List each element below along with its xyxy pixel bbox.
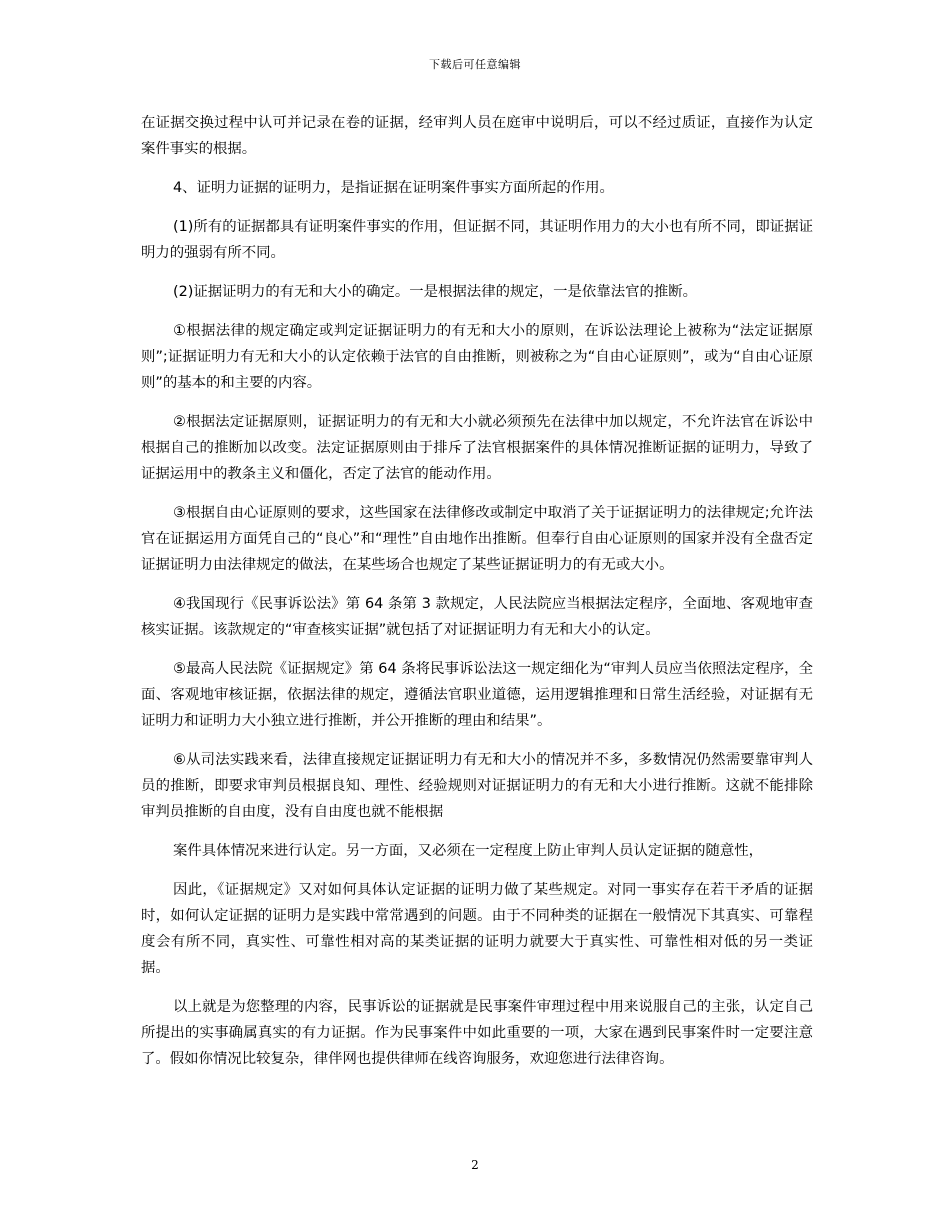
paragraph-1: 在证据交换过程中认可并记录在卷的证据，经审判人员在庭审中说明后，可以不经过质证，直接作为认定案件事实的根据。	[141, 115, 813, 157]
paragraph-10: ⑥从司法实践来看，法律直接规定证据证明力有无和大小的情况并不多，多数情况仍然需要靠审判人员的推断，即要求审判员根据良知、理性、经验规则对证据证明力的有无和大小进行推断。这就不能排除审判员推断的自由度，没有自由度也就不能根据	[141, 752, 813, 820]
paragraph-4: (2)证据证明力的有无和大小的确定。一是根据法律的规定，一是依靠法官的推断。	[173, 284, 698, 300]
document-body	[141, 110, 813, 1085]
page-header: 下载后可任意编辑	[429, 58, 521, 71]
paragraph-2: 4、证明力证据的证明力，是指证据在证明案件事实方面所起的作用。	[173, 180, 614, 196]
paragraph-8: ④我国现行《民事诉讼法》第 64 条第 3 款规定，人民法院应当根据法定程序，全面地、客观地审查核实证据。该款规定的“审查核实证据”就包括了对证据证明力有无和大小的认定。	[141, 596, 813, 638]
paragraph-3: (1)所有的证据都具有证明案件事实的作用，但证据不同，其证明作用力的大小也有所不同，即证据证明力的强弱有所不同。	[141, 219, 813, 261]
paragraph-12: 因此，《证据规定》又对如何具体认定证据的证明力做了某些规定。对同一事实存在若干矛盾的证据时，如何认定证据的证明力是实践中常常遇到的问题。由于不同种类的证据在一般情况下其真实、可靠程度会有所不同，真实性、可靠性相对高的某类证据的证明力就要大于真实性、可靠性相对低的另一类证据。	[141, 882, 813, 976]
paragraph-6: ②根据法定证据原则，证据证明力的有无和大小就必须预先在法律中加以规定，不允许法官在诉讼中根据自己的推断加以改变。法定证据原则由于排斥了法官根据案件的具体情况推断证据的证明力，导致了证据运用中的教条主义和僵化，否定了法官的能动作用。	[141, 414, 813, 482]
paragraph-11: 案件具体情况来进行认定。另一方面，又必须在一定程度上防止审判人员认定证据的随意性，	[173, 843, 764, 859]
paragraph-9: ⑤最高人民法院《证据规定》第 64 条将民事诉讼法这一规定细化为“审判人员应当依照法定程序，全面、客观地审核证据，依据法律的规定，遵循法官职业道德，运用逻辑推理和日常生活经验，对证据有无证明力和证明力大小独立进行推断，并公开推断的理由和结果”。	[141, 661, 813, 729]
page-number: 2	[471, 1158, 479, 1172]
paragraph-5: ①根据法律的规定确定或判定证据证明力的有无和大小的原则，在诉讼法理论上被称为“法定证据原则”;证据证明力有无和大小的认定依赖于法官的自由推断，则被称之为“自由心证原则”，或为“自由心证原则”的基本的和主要的内容。	[141, 323, 813, 391]
paragraph-7: ③根据自由心证原则的要求，这些国家在法律修改或制定中取消了关于证据证明力的法律规定;允许法官在证据运用方面凭自己的“良心”和“理性”自由地作出推断。但奉行自由心证原则的国家并没有全盘否定证据证明力由法律规定的做法，在某些场合也规定了某些证据证明力的有无或大小。	[141, 505, 813, 573]
paragraph-13: 以上就是为您整理的内容，民事诉讼的证据就是民事案件审理过程中用来说服自己的主张，认定自己所提出的实事确属真实的有力证据。作为民事案件中如此重要的一项，大家在遇到民事案件时一定要注意了。假如你情况比较复杂，律伴网也提供律师在线咨询服务，欢迎您进行法律咨询。	[141, 999, 813, 1067]
